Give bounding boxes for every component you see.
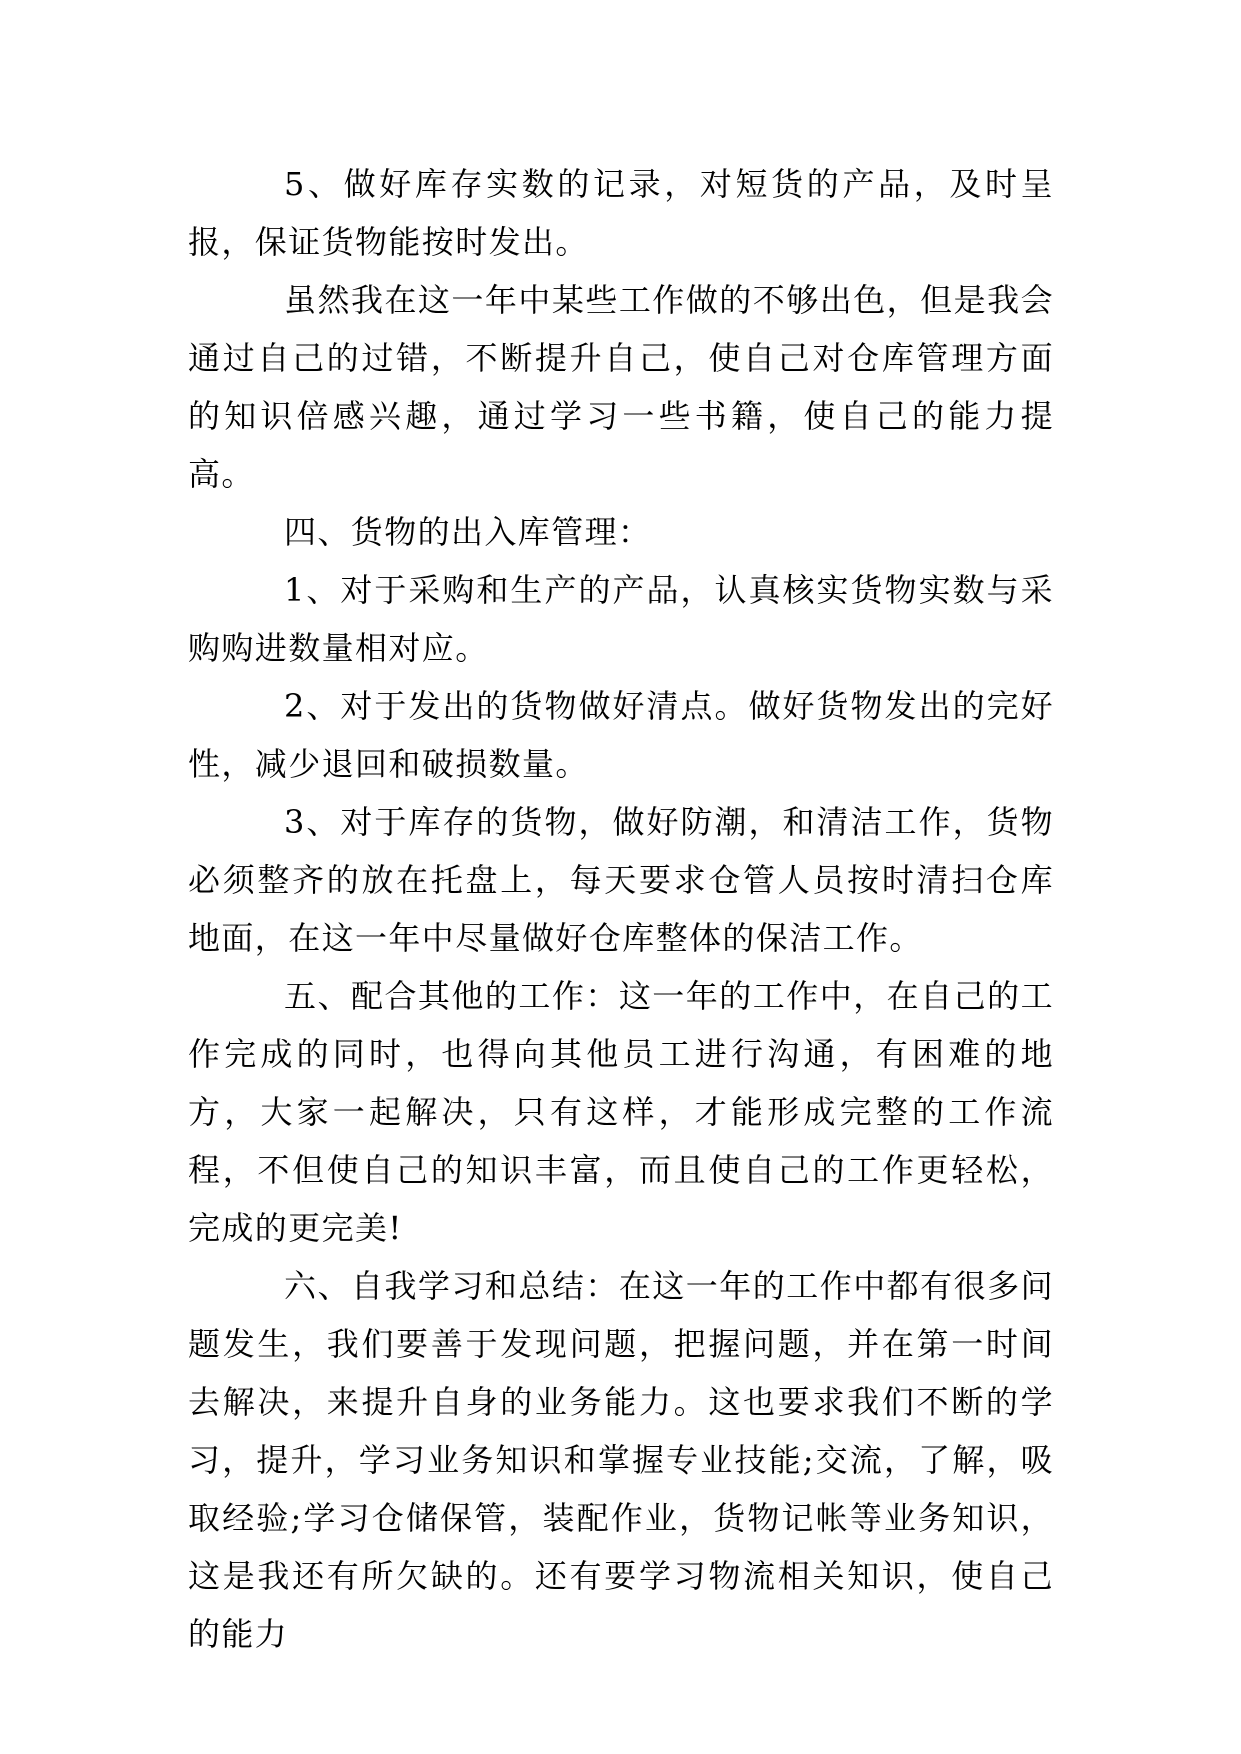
- paragraph-purchase-check: 1、对于采购和生产的产品，认真核实货物实数与采购购进数量相对应。: [188, 571, 1054, 667]
- paragraph-outgoing-goods: 2、对于发出的货物做好清点。做好货物发出的完好性，减少退回和破损数量。: [188, 687, 1054, 783]
- section-heading-goods-in-out: 四、货物的出入库管理：: [284, 513, 652, 551]
- paragraph-cooperation: 五、配合其他的工作：这一年的工作中，在自己的工作完成的同时，也得向其他员工进行沟通，有困难的地方，大家一起解决，只有这样，才能形成完整的工作流程，不但使自己的知识丰富，而且使自己的工作更轻松，完成的更完美!: [188, 977, 1054, 1247]
- paragraph-self-study: 六、自我学习和总结：在这一年的工作中都有很多问题发生，我们要善于发现问题，把握问题，并在第一时间去解决，来提升自身的业务能力。这也要求我们不断的学习，提升，学习业务知识和掌握专业技能;交流，了解，吸取经验;学习仓储保管，装配作业，货物记帐等业务知识，这是我还有所欠缺的。还有要学习物流相关知识，使自己的能力: [188, 1267, 1054, 1653]
- paragraph-self-improvement: 虽然我在这一年中某些工作做的不够出色，但是我会通过自己的过错，不断提升自己，使自己对仓库管理方面的知识倍感兴趣，通过学习一些书籍，使自己的能力提高。: [188, 281, 1054, 493]
- document-page: [188, 155, 1054, 1663]
- paragraph-inventory-record: 5、做好库存实数的记录，对短货的产品，及时呈报，保证货物能按时发出。: [188, 165, 1054, 261]
- paragraph-stock-care: 3、对于库存的货物，做好防潮，和清洁工作，货物必须整齐的放在托盘上，每天要求仓管人员按时清扫仓库地面，在这一年中尽量做好仓库整体的保洁工作。: [188, 803, 1054, 957]
